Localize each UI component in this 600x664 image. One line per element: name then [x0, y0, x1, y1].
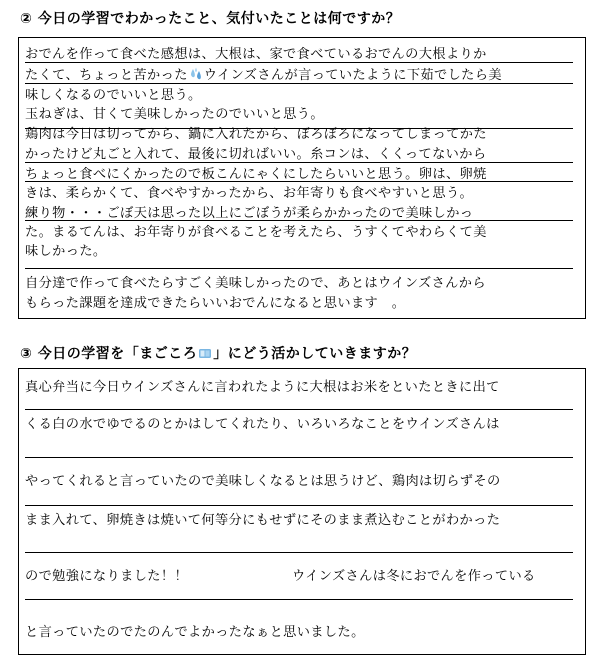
answer-2-line-1: おでんを作って食べた感想は、大根は、家で食べているおでんの大根よりか [25, 47, 487, 62]
answer-2-line-5: 鶏肉は今日は切ってから、鍋に入れたから、ぼろぼろになってしまってかた [25, 127, 487, 142]
answer-3-line-4: まま入れて、卵焼きは焼いて何等分にもせずにそのまま煮込むことがわかった [25, 513, 501, 528]
ruled-line [25, 457, 573, 458]
question-2-heading: ② 今日の学習でわかったこと、気付いたことは何ですか？ [20, 11, 401, 27]
ruled-line [25, 505, 573, 506]
droplets-emoji-icon [189, 67, 203, 81]
answer-3-line-5-right: ウインズさんは冬におでんを作っている [292, 569, 536, 584]
answer-3-line-5: ので勉強になりました！！ [25, 569, 189, 584]
answer-2-line-7: ちょっと食べにくかったので板こんにゃくにしたらいいと思う。卵は、卵焼 [25, 167, 487, 182]
ruled-line [25, 599, 573, 600]
ruled-line [25, 409, 573, 410]
answer-3-line-1: 真心弁当に今日ウインズさんに言われたように大根はお米をといたときに出て [25, 380, 500, 395]
answer-box-2 [18, 37, 586, 319]
answer-3-line-2: くる白の水でゆでるのとかはしてくれたり、いろいろなことをウインズさんは [25, 417, 500, 432]
answer-box-3 [18, 368, 586, 655]
ruled-line [25, 552, 573, 553]
ruled-line [25, 62, 573, 63]
answer-3-line-6: と言っていたのでたのんでよかったなぁと思いました。 [25, 625, 365, 640]
bento-emoji-icon [198, 346, 212, 360]
answer-2-line-2: たくて、ちょっと苦かった ウインズさんが言っていたように下茹でしたら美 [25, 68, 502, 83]
answer-2-line-13: もらった課題を達成できたらいいおでんになると思います 。 [25, 296, 406, 311]
answer-2-line-12: 自分達で作って食べたらすごく美味しかったので、あとはウインズさんから [25, 276, 486, 291]
answer-2-line-8: きは、柔らかくて、食べやすかったから、お年寄りも食べやすいと思う。 [25, 186, 474, 201]
answer-2-line-6: かったけど丸ごと入れて、最後に切ればいい。糸コンは、くくってないから [25, 147, 487, 162]
question-3-heading: ③ 今日の学習を「まごころ 」にどう活かしていきますか？ [20, 346, 417, 362]
answer-2-line-11: 味しかった。 [25, 244, 107, 259]
answer-2-line-10: た。まるてんは、お年寄りが食べることを考えたら、うすくてやわらくて美 [25, 225, 487, 240]
answer-2-line-3: 味しくなるのでいいと思う。 [25, 88, 202, 103]
answer-2-line-9: 練り物・・・ごぼ天は思った以上にごぼうが柔らかかったので美味しかっ [25, 206, 474, 221]
answer-3-line-3: やってくれると言っていたので美味しくなるとは思うけど、鶏肉は切らずその [25, 474, 501, 489]
answer-2-line-4: 玉ねぎは、甘くて美味しかったのでいいと思う。 [25, 107, 324, 122]
ruled-line [25, 268, 573, 269]
